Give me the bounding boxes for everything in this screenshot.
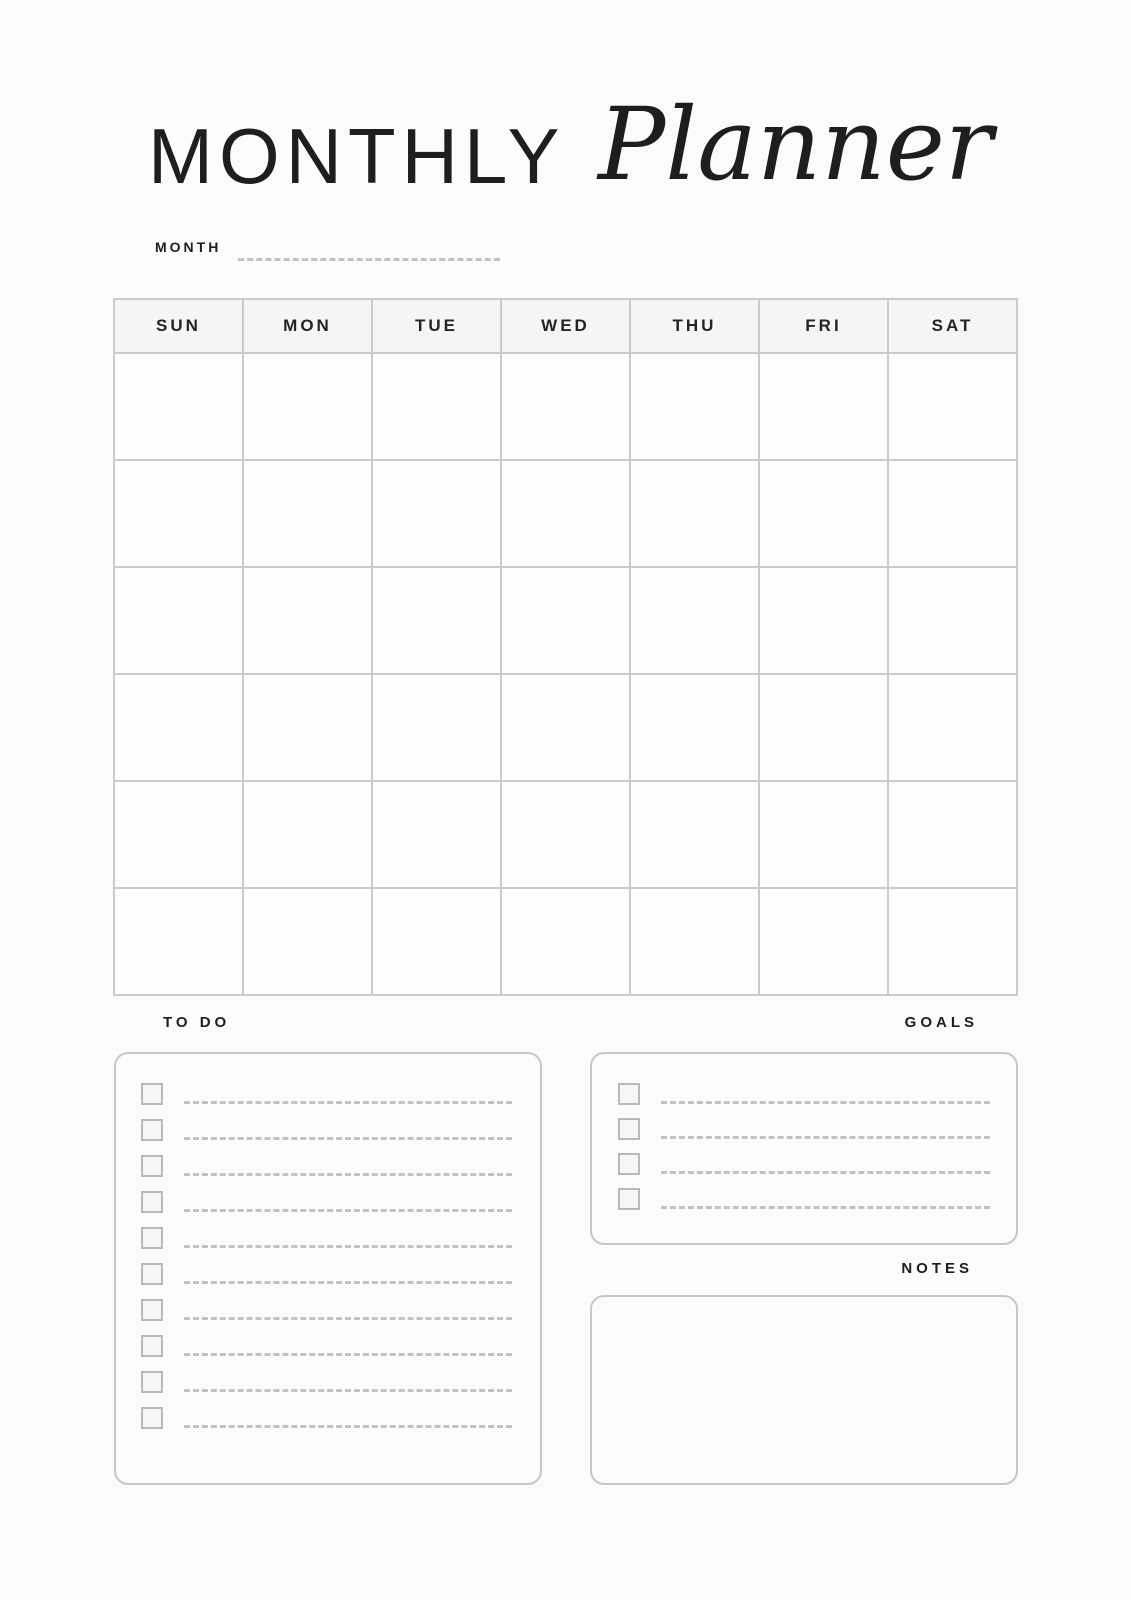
todo-item-checkbox[interactable] (141, 1227, 163, 1249)
todo-item-checkbox[interactable] (141, 1083, 163, 1105)
todo-item (141, 1371, 512, 1393)
page-title-script: Planner (598, 86, 993, 203)
todo-item (141, 1299, 512, 1321)
goal-item-input-line[interactable] (661, 1206, 990, 1209)
todo-item-checkbox[interactable] (141, 1335, 163, 1357)
calendar-day-cell[interactable] (115, 354, 242, 459)
calendar-day-cell[interactable] (889, 461, 1016, 566)
notes-input-area[interactable] (590, 1295, 1018, 1485)
calendar-day-cell[interactable] (373, 461, 500, 566)
calendar-day-cell[interactable] (889, 568, 1016, 673)
calendar-day-cell[interactable] (502, 568, 629, 673)
todo-item-input-line[interactable] (184, 1173, 512, 1176)
calendar-day-cell[interactable] (115, 568, 242, 673)
calendar-day-cell[interactable] (244, 568, 371, 673)
todo-item-checkbox[interactable] (141, 1407, 163, 1429)
month-label: MONTH (155, 239, 222, 255)
todo-item-checkbox[interactable] (141, 1299, 163, 1321)
todo-item-checkbox[interactable] (141, 1155, 163, 1177)
todo-item (141, 1263, 512, 1285)
calendar-day-cell[interactable] (244, 354, 371, 459)
calendar-day-header: TUE (373, 300, 500, 352)
todo-box (114, 1052, 542, 1485)
goal-item (618, 1188, 990, 1210)
calendar-day-cell[interactable] (115, 889, 242, 994)
calendar-day-cell[interactable] (889, 675, 1016, 780)
todo-item-checkbox[interactable] (141, 1371, 163, 1393)
calendar-day-cell[interactable] (244, 461, 371, 566)
calendar-day-cell[interactable] (244, 889, 371, 994)
calendar-day-header: MON (244, 300, 371, 352)
calendar-day-header: WED (502, 300, 629, 352)
calendar-day-cell[interactable] (244, 782, 371, 887)
calendar-day-cell[interactable] (502, 675, 629, 780)
todo-item-input-line[interactable] (184, 1245, 512, 1248)
calendar-day-cell[interactable] (373, 675, 500, 780)
goal-item-input-line[interactable] (661, 1136, 990, 1139)
calendar-day-cell[interactable] (760, 354, 887, 459)
todo-item (141, 1407, 512, 1429)
todo-item-input-line[interactable] (184, 1353, 512, 1356)
todo-item (141, 1335, 512, 1357)
goal-item (618, 1083, 990, 1105)
todo-item (141, 1155, 512, 1177)
month-input-line[interactable] (238, 241, 500, 261)
todo-item-checkbox[interactable] (141, 1191, 163, 1213)
goals-section-label: GOALS (904, 1014, 978, 1031)
todo-section-label: TO DO (163, 1014, 231, 1031)
todo-item-input-line[interactable] (184, 1389, 512, 1392)
calendar-day-cell[interactable] (760, 782, 887, 887)
goal-item-checkbox[interactable] (618, 1083, 640, 1105)
todo-item-input-line[interactable] (184, 1425, 512, 1428)
calendar-day-cell[interactable] (760, 461, 887, 566)
calendar-day-cell[interactable] (115, 461, 242, 566)
calendar-day-header: SUN (115, 300, 242, 352)
calendar-day-header: THU (631, 300, 758, 352)
calendar-day-cell[interactable] (115, 782, 242, 887)
calendar-day-cell[interactable] (889, 889, 1016, 994)
goal-item (618, 1118, 990, 1140)
calendar-day-cell[interactable] (502, 461, 629, 566)
goals-box (590, 1052, 1018, 1245)
todo-item-input-line[interactable] (184, 1137, 512, 1140)
notes-section-label: NOTES (901, 1260, 973, 1277)
goal-item-checkbox[interactable] (618, 1118, 640, 1140)
calendar-day-cell[interactable] (631, 782, 758, 887)
todo-item (141, 1227, 512, 1249)
calendar-day-cell[interactable] (631, 675, 758, 780)
todo-item-checkbox[interactable] (141, 1119, 163, 1141)
todo-item-input-line[interactable] (184, 1281, 512, 1284)
page-title: MONTHLY (148, 112, 566, 200)
todo-item-input-line[interactable] (184, 1209, 512, 1212)
calendar-grid (113, 298, 1018, 996)
todo-item-input-line[interactable] (184, 1101, 512, 1104)
calendar-day-cell[interactable] (373, 782, 500, 887)
todo-item (141, 1191, 512, 1213)
todo-item-checkbox[interactable] (141, 1263, 163, 1285)
calendar-day-cell[interactable] (889, 782, 1016, 887)
todo-item (141, 1083, 512, 1105)
calendar-day-cell[interactable] (631, 461, 758, 566)
goal-item (618, 1153, 990, 1175)
calendar-day-cell[interactable] (373, 568, 500, 673)
calendar-day-cell[interactable] (760, 675, 887, 780)
calendar-day-header: SAT (889, 300, 1016, 352)
calendar-day-cell[interactable] (502, 889, 629, 994)
calendar-day-cell[interactable] (502, 782, 629, 887)
calendar-day-cell[interactable] (631, 889, 758, 994)
calendar-day-cell[interactable] (631, 568, 758, 673)
goal-item-checkbox[interactable] (618, 1153, 640, 1175)
calendar-day-cell[interactable] (115, 675, 242, 780)
calendar-day-cell[interactable] (889, 354, 1016, 459)
calendar-day-cell[interactable] (760, 568, 887, 673)
goal-item-input-line[interactable] (661, 1101, 990, 1104)
calendar-day-cell[interactable] (244, 675, 371, 780)
goal-item-checkbox[interactable] (618, 1188, 640, 1210)
todo-item (141, 1119, 512, 1141)
calendar-day-cell[interactable] (760, 889, 887, 994)
calendar-day-cell[interactable] (502, 354, 629, 459)
calendar-day-cell[interactable] (631, 354, 758, 459)
todo-item-input-line[interactable] (184, 1317, 512, 1320)
calendar-day-cell[interactable] (373, 889, 500, 994)
calendar-day-cell[interactable] (373, 354, 500, 459)
calendar-day-header: FRI (760, 300, 887, 352)
goal-item-input-line[interactable] (661, 1171, 990, 1174)
